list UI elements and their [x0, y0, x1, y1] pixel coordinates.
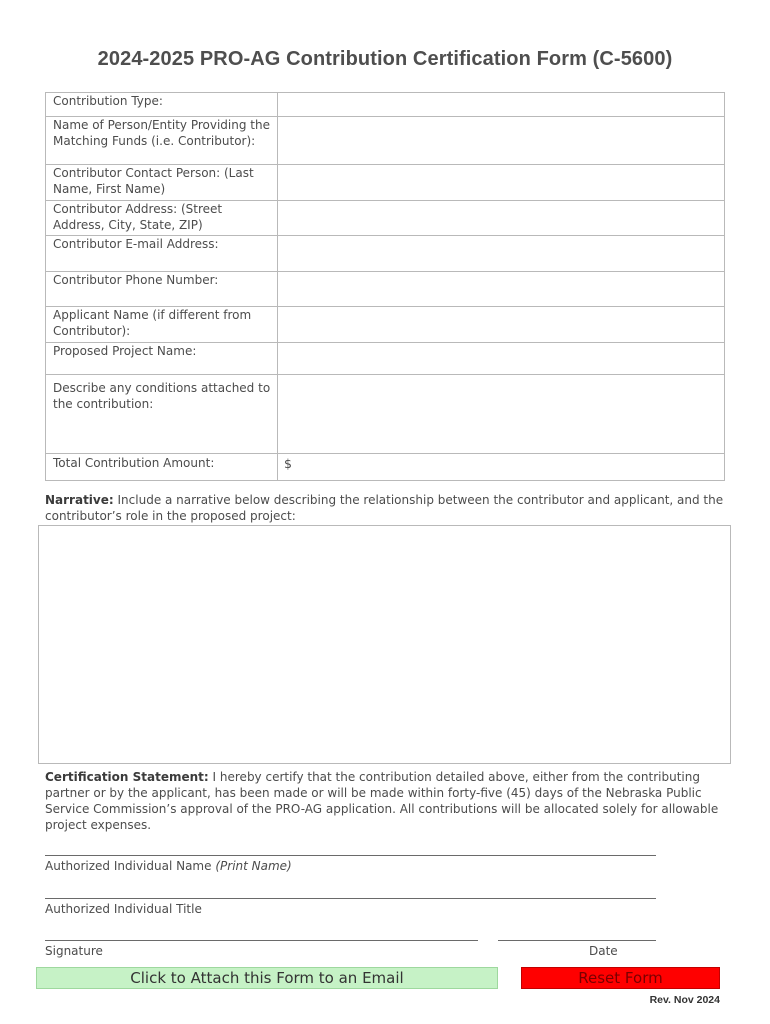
date-label: Date: [589, 944, 618, 958]
field-label-contributor-name: Name of Person/Entity Providing the Matching Funds (i.e. Contributor):: [46, 117, 278, 165]
field-label-contact-person: Contributor Contact Person: (Last Name, First Name): [46, 165, 278, 201]
field-label-conditions: Describe any conditions attached to the contribution:: [46, 375, 278, 454]
certification-heading: Certification Statement:: [45, 770, 209, 784]
field-label-project-name: Proposed Project Name:: [46, 343, 278, 375]
field-input-applicant-name[interactable]: [278, 307, 725, 343]
field-label-applicant-name: Applicant Name (if different from Contributor):: [46, 307, 278, 343]
signature-label: Signature: [45, 944, 103, 958]
authorized-name-caption: [45, 859, 292, 873]
field-input-contributor-email[interactable]: [278, 236, 725, 272]
field-input-total-amount[interactable]: $: [278, 454, 725, 481]
field-input-contributor-phone[interactable]: [278, 272, 725, 307]
authorized-title-label: Authorized Individual Title: [45, 902, 202, 916]
narrative-textarea[interactable]: [38, 525, 731, 764]
narrative-text: Include a narrative below describing the relationship between the contributor and applicant, and the contributor’s role in the proposed project:: [45, 493, 724, 523]
title-signature-line[interactable]: [45, 898, 656, 899]
authorized-name-hint: (Print Name): [215, 859, 292, 873]
field-input-contributor-address[interactable]: [278, 201, 725, 236]
signature-line[interactable]: [45, 940, 478, 941]
attach-email-button[interactable]: Click to Attach this Form to an Email: [36, 967, 498, 989]
narrative-heading: Narrative:: [45, 493, 114, 507]
field-label-contribution-type: Contribution Type:: [46, 93, 278, 117]
field-input-contributor-name[interactable]: [278, 117, 725, 165]
certification-statement: [45, 769, 735, 833]
field-input-contact-person[interactable]: [278, 165, 725, 201]
name-signature-line[interactable]: [45, 855, 656, 856]
field-input-project-name[interactable]: [278, 343, 725, 375]
narrative-instructions: [45, 492, 725, 524]
revision-note: Rev. Nov 2024: [649, 994, 720, 1006]
field-input-contribution-type[interactable]: [278, 93, 725, 117]
field-label-contributor-phone: Contributor Phone Number:: [46, 272, 278, 307]
field-input-conditions[interactable]: [278, 375, 725, 454]
authorized-name-label: Authorized Individual Name: [45, 859, 212, 873]
field-label-total-amount: Total Contribution Amount:: [46, 454, 278, 481]
reset-form-button[interactable]: Reset Form: [521, 967, 720, 989]
date-line[interactable]: [498, 940, 656, 941]
certification-text: I hereby certify that the contribution detailed above, either from the contributing partner or by the applicant, has been made or will be made within forty-five (45) days of the Nebraska Public Service Commission’s approval of the PRO-AG application. All contributions will be allocated solely for allowable project expenses.: [45, 770, 719, 832]
field-label-contributor-email: Contributor E-mail Address:: [46, 236, 278, 272]
field-label-contributor-address: Contributor Address: (Street Address, City, State, ZIP): [46, 201, 278, 236]
form-title: 2024-2025 PRO-AG Contribution Certification Form (C-5600): [97, 48, 673, 70]
contribution-table: [45, 92, 725, 481]
